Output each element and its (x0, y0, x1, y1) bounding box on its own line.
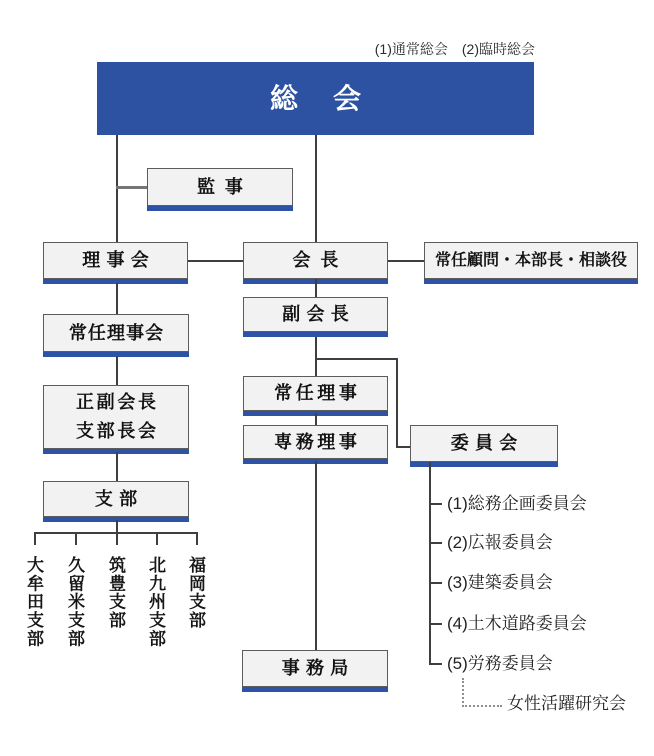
box-presidents-branch-heads-line2: 支部長会 (75, 421, 159, 441)
box-president (243, 242, 388, 279)
connector-drop-branch-5 (196, 532, 198, 545)
connector-drop-branch-4 (156, 532, 158, 545)
connector-president-advisors (388, 260, 424, 262)
box-board-of-directors (43, 242, 188, 279)
box-standing-director (243, 376, 388, 411)
meeting-types-note: (1)通常総会 (2)臨時総会 (374, 41, 535, 57)
committee-item-5: (5)労務委員会 (447, 654, 553, 673)
box-advisors (424, 242, 638, 279)
branch-label-kurume: 久留米支部 (65, 556, 84, 648)
connector-vice-to-standing-director (315, 337, 317, 376)
box-executive-director-label: 専務理事 (274, 431, 361, 452)
box-committees (410, 425, 558, 462)
box-vice-president (243, 297, 388, 332)
connector-executive-to-secretariat (315, 461, 317, 650)
box-advisors-label: 常任顧問・本部長・相談役 (434, 251, 627, 269)
connector-to-auditor (116, 186, 147, 189)
connector-drop-branch-1 (34, 532, 36, 545)
branch-label-kitakyushu: 北九州支部 (146, 556, 165, 648)
connector-study-group-dotted-v (462, 678, 464, 707)
box-general-meeting (97, 62, 534, 135)
connector-committee-tick-4 (429, 623, 442, 625)
committee-item-1: (1)総務企画委員会 (447, 494, 587, 513)
connector-branch-to-committees-v (396, 358, 398, 448)
box-president-label: 会長 (292, 250, 349, 271)
branch-label-fukuoka: 福岡支部 (186, 556, 205, 630)
box-presidents-branch-heads-line1: 正副会長 (75, 392, 159, 413)
box-executive-director (243, 425, 388, 459)
box-general-meeting-label: 総会 (269, 83, 396, 114)
connector-branch-to-committees-h (315, 358, 398, 360)
committee-item-3: (3)建築委員会 (447, 573, 553, 592)
box-branches (43, 481, 189, 517)
box-presidents-branch-heads (43, 385, 189, 449)
connector-standing-to-executive (315, 413, 317, 425)
box-auditor (147, 168, 293, 206)
box-auditor-label: 監事 (197, 176, 253, 197)
branch-label-chikuho: 筑豊支部 (106, 556, 125, 630)
box-committees-label: 委員会 (450, 433, 524, 454)
box-branches-label: 支部 (94, 488, 144, 509)
box-board-of-directors-label: 理事会 (82, 250, 156, 271)
connector-president-to-vice (315, 279, 317, 297)
connector-standing-board-to-presidents (116, 356, 118, 385)
connector-board-to-standing-board (116, 283, 118, 314)
box-standing-director-label: 常任理事 (274, 383, 361, 404)
connector-committee-tick-5 (429, 663, 442, 665)
box-secretariat-label: 事務局 (281, 658, 355, 679)
connector-committee-spine (429, 462, 431, 665)
connector-drop-branch-3 (116, 532, 118, 545)
connector-committee-tick-2 (429, 542, 442, 544)
connector-board-president (188, 260, 243, 262)
committee-item-2: (2)広報委員会 (447, 533, 553, 552)
connector-drop-branch-2 (75, 532, 77, 545)
committee-item-4: (4)土木道路委員会 (447, 614, 587, 633)
study-group-label: 女性活躍研究会 (507, 694, 626, 713)
connector-committee-tick-3 (429, 582, 442, 584)
branch-label-omuta: 大牟田支部 (24, 556, 43, 648)
connector-study-group-dotted-h (462, 705, 502, 707)
connector-presidents-to-branches (116, 452, 118, 481)
connector-meeting-to-president (315, 135, 317, 242)
connector-committee-tick-1 (429, 503, 442, 505)
box-secretariat (242, 650, 388, 687)
connector-into-committees (396, 446, 410, 448)
box-standing-board (43, 314, 189, 352)
box-vice-president-label: 副会長 (282, 304, 356, 325)
box-standing-board-label: 常任理事会 (68, 322, 165, 343)
